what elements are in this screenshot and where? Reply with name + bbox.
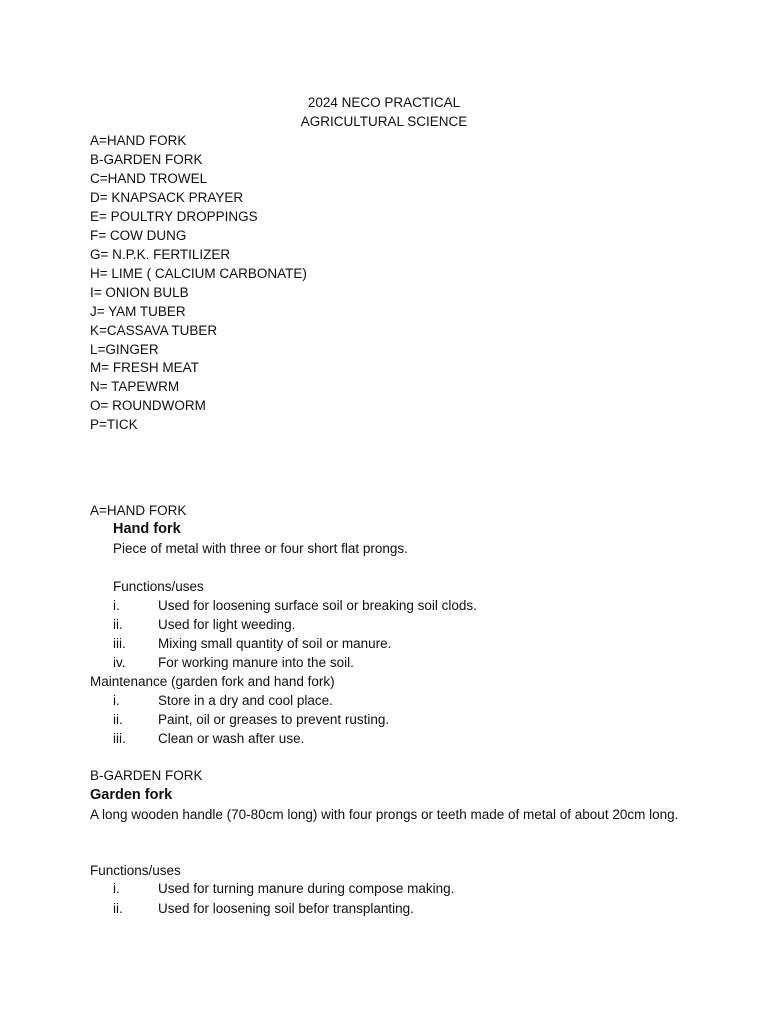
list-item: Mixing small quantity of soil or manure.	[158, 636, 392, 651]
hand-fork-heading: Hand fork	[113, 521, 181, 537]
list-item: Used for loosening soil befor transplanting.	[158, 901, 414, 916]
specimen-item: D= KNAPSACK PRAYER	[90, 190, 244, 205]
specimen-item: B-GARDEN FORK	[90, 152, 203, 167]
specimen-item: F= COW DUNG	[90, 228, 187, 243]
list-number: iii.	[113, 636, 126, 651]
specimen-item: H= LIME ( CALCIUM CARBONATE)	[90, 266, 307, 281]
specimen-item: O= ROUNDWORM	[90, 398, 206, 413]
specimen-item: G= N.P.K. FERTILIZER	[90, 247, 231, 262]
hand-fork-description: Piece of metal with three or four short flat prongs.	[113, 541, 408, 556]
specimen-item: K=CASSAVA TUBER	[90, 323, 218, 338]
specimen-item: M= FRESH MEAT	[90, 360, 199, 375]
garden-fork-heading: Garden fork	[90, 787, 173, 803]
garden-fork-label: B-GARDEN FORK	[90, 768, 203, 783]
list-number: iii.	[113, 731, 126, 746]
title-line-2: AGRICULTURAL SCIENCE	[300, 114, 468, 129]
list-item: For working manure into the soil.	[158, 655, 354, 670]
list-item: Paint, oil or greases to prevent rusting.	[158, 712, 390, 727]
specimen-item: E= POULTRY DROPPINGS	[90, 209, 258, 224]
list-item: Used for light weeding.	[158, 617, 296, 632]
list-item: Used for loosening surface soil or breaking soil clods.	[158, 598, 477, 613]
list-number: ii.	[113, 712, 123, 727]
specimen-item: P=TICK	[90, 417, 138, 432]
maintenance-label: Maintenance (garden fork and hand fork)	[90, 674, 335, 689]
specimen-item: A=HAND FORK	[90, 133, 187, 148]
list-number: ii.	[113, 617, 123, 632]
specimen-item: N= TAPEWRM	[90, 379, 180, 394]
garden-fork-description: A long wooden handle (70-80cm long) with four prongs or teeth made of metal of about 20cm long.	[90, 807, 679, 822]
list-item: Used for turning manure during compose making.	[158, 881, 455, 896]
specimen-item: I= ONION BULB	[90, 285, 189, 300]
list-number: ii.	[113, 901, 123, 916]
list-number: i.	[113, 598, 120, 613]
garden-fork-functions-label: Functions/uses	[90, 863, 181, 878]
specimen-item: L=GINGER	[90, 342, 159, 357]
specimen-item: J= YAM TUBER	[90, 304, 186, 319]
list-item: Store in a dry and cool place.	[158, 693, 333, 708]
specimen-item: C=HAND TROWEL	[90, 171, 208, 186]
list-number: i.	[113, 693, 120, 708]
list-item: Clean or wash after use.	[158, 731, 305, 746]
hand-fork-label: A=HAND FORK	[90, 503, 187, 518]
list-number: i.	[113, 881, 120, 896]
title-line-1: 2024 NECO PRACTICAL	[307, 95, 461, 110]
hand-fork-functions-label: Functions/uses	[113, 579, 204, 594]
list-number: iv.	[113, 655, 126, 670]
